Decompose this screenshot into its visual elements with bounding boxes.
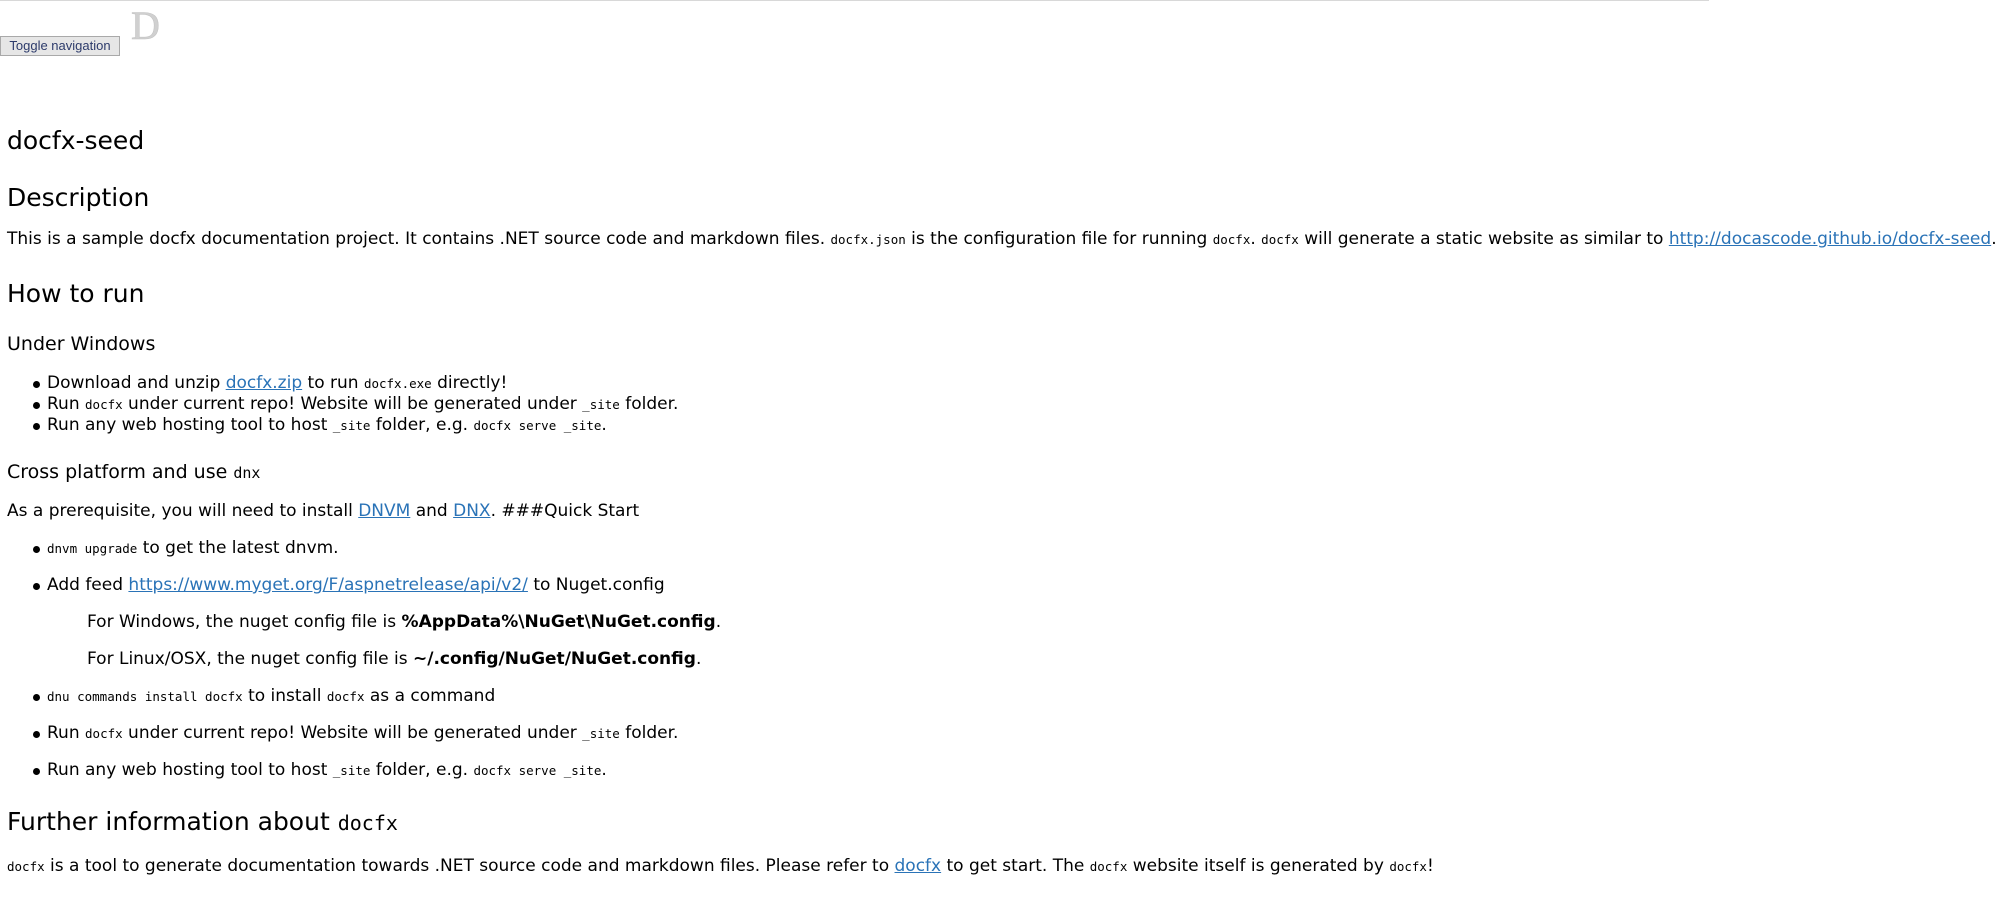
inline-code: dnu commands install docfx bbox=[47, 689, 243, 704]
list-item: Run docfx under current repo! Website will be generated under _site folder. bbox=[7, 723, 678, 743]
description-paragraph: This is a sample docfx documentation project. It contains .NET source code and markdown files. docfx.json is the configuration file for running docfx. docfx will generate a static website as similar to http://docascode.github.io/docfx-seed. bbox=[7, 229, 1997, 249]
bullet bbox=[33, 768, 40, 775]
prerequisite-paragraph: As a prerequisite, you will need to install DNVM and DNX. ###Quick Start bbox=[7, 501, 640, 521]
inline-code: docfx.json bbox=[830, 232, 906, 247]
list-item: Download and unzip docfx.zip to run docfx.exe directly! bbox=[7, 373, 507, 393]
dnvm-link[interactable]: DNVM bbox=[358, 501, 411, 521]
list-item: Add feed https://www.myget.org/F/aspnetrelease/api/v2/ to Nuget.config bbox=[7, 575, 665, 595]
docfx-seed-link[interactable]: http://docascode.github.io/docfx-seed bbox=[1668, 229, 1992, 249]
svg-text:D: D bbox=[131, 3, 160, 48]
inline-code: docfx bbox=[1389, 859, 1427, 874]
cross-platform-heading: Cross platform and use dnx bbox=[7, 461, 261, 483]
inline-code: docfx bbox=[1261, 232, 1299, 247]
list-item: Run any web hosting tool to host _site folder, e.g. docfx serve _site. bbox=[7, 415, 607, 435]
list-item: dnu commands install docfx to install docfx as a command bbox=[7, 686, 495, 706]
bullet bbox=[33, 694, 40, 701]
how-to-run-heading: How to run bbox=[7, 279, 145, 308]
page-title: docfx-seed bbox=[7, 126, 145, 155]
bullet bbox=[33, 731, 40, 738]
docfx-link[interactable]: docfx bbox=[894, 856, 942, 876]
bullet bbox=[33, 583, 40, 590]
docfx-logo-icon[interactable] bbox=[131, 3, 169, 48]
inline-code: docfx.exe bbox=[363, 376, 432, 391]
nuget-linux-note: For Linux/OSX, the nuget config file is ~/.config/NuGet/NuGet.config. bbox=[87, 649, 702, 669]
docfx-zip-link[interactable]: docfx.zip bbox=[225, 373, 303, 393]
inline-code: _site bbox=[582, 726, 620, 741]
inline-code: docfx bbox=[1212, 232, 1251, 247]
top-border bbox=[0, 0, 1709, 1]
list-item: Run any web hosting tool to host _site folder, e.g. docfx serve _site. bbox=[7, 760, 607, 780]
inline-code: docfx serve _site bbox=[473, 763, 602, 778]
inline-code: _site bbox=[582, 397, 620, 412]
inline-code: docfx bbox=[326, 689, 365, 704]
bullet bbox=[33, 402, 40, 409]
under-windows-heading: Under Windows bbox=[7, 333, 156, 355]
list-item: dnvm upgrade to get the latest dnvm. bbox=[7, 538, 339, 558]
nuget-windows-note: For Windows, the nuget config file is %AppData%\NuGet\NuGet.config. bbox=[87, 612, 722, 632]
myget-feed-link[interactable]: https://www.myget.org/F/aspnetrelease/api/v2/ bbox=[128, 575, 528, 595]
inline-code: docfx bbox=[1089, 859, 1128, 874]
toggle-navigation-button[interactable]: Toggle navigation bbox=[0, 36, 120, 56]
inline-code: _site bbox=[332, 763, 371, 778]
further-information-heading: Further information about docfx bbox=[7, 807, 398, 836]
inline-code: docfx bbox=[337, 811, 398, 835]
bullet bbox=[33, 381, 40, 388]
inline-code: dnvm upgrade bbox=[47, 541, 138, 556]
bullet bbox=[33, 423, 40, 430]
bullet bbox=[33, 546, 40, 553]
list-item: Run docfx under current repo! Website will be generated under _site folder. bbox=[7, 394, 678, 414]
inline-code: docfx serve _site bbox=[473, 418, 602, 433]
dnx-link[interactable]: DNX bbox=[453, 501, 491, 521]
inline-code: docfx bbox=[7, 859, 45, 874]
inline-code: _site bbox=[332, 418, 371, 433]
description-heading: Description bbox=[7, 183, 150, 212]
inline-code: docfx bbox=[85, 397, 123, 412]
inline-code: dnx bbox=[233, 464, 261, 482]
further-paragraph: docfx is a tool to generate documentation towards .NET source code and markdown files. Please refer to docfx to get start. The docfx website itself is generated by docfx! bbox=[7, 856, 1434, 876]
inline-code: docfx bbox=[85, 726, 123, 741]
